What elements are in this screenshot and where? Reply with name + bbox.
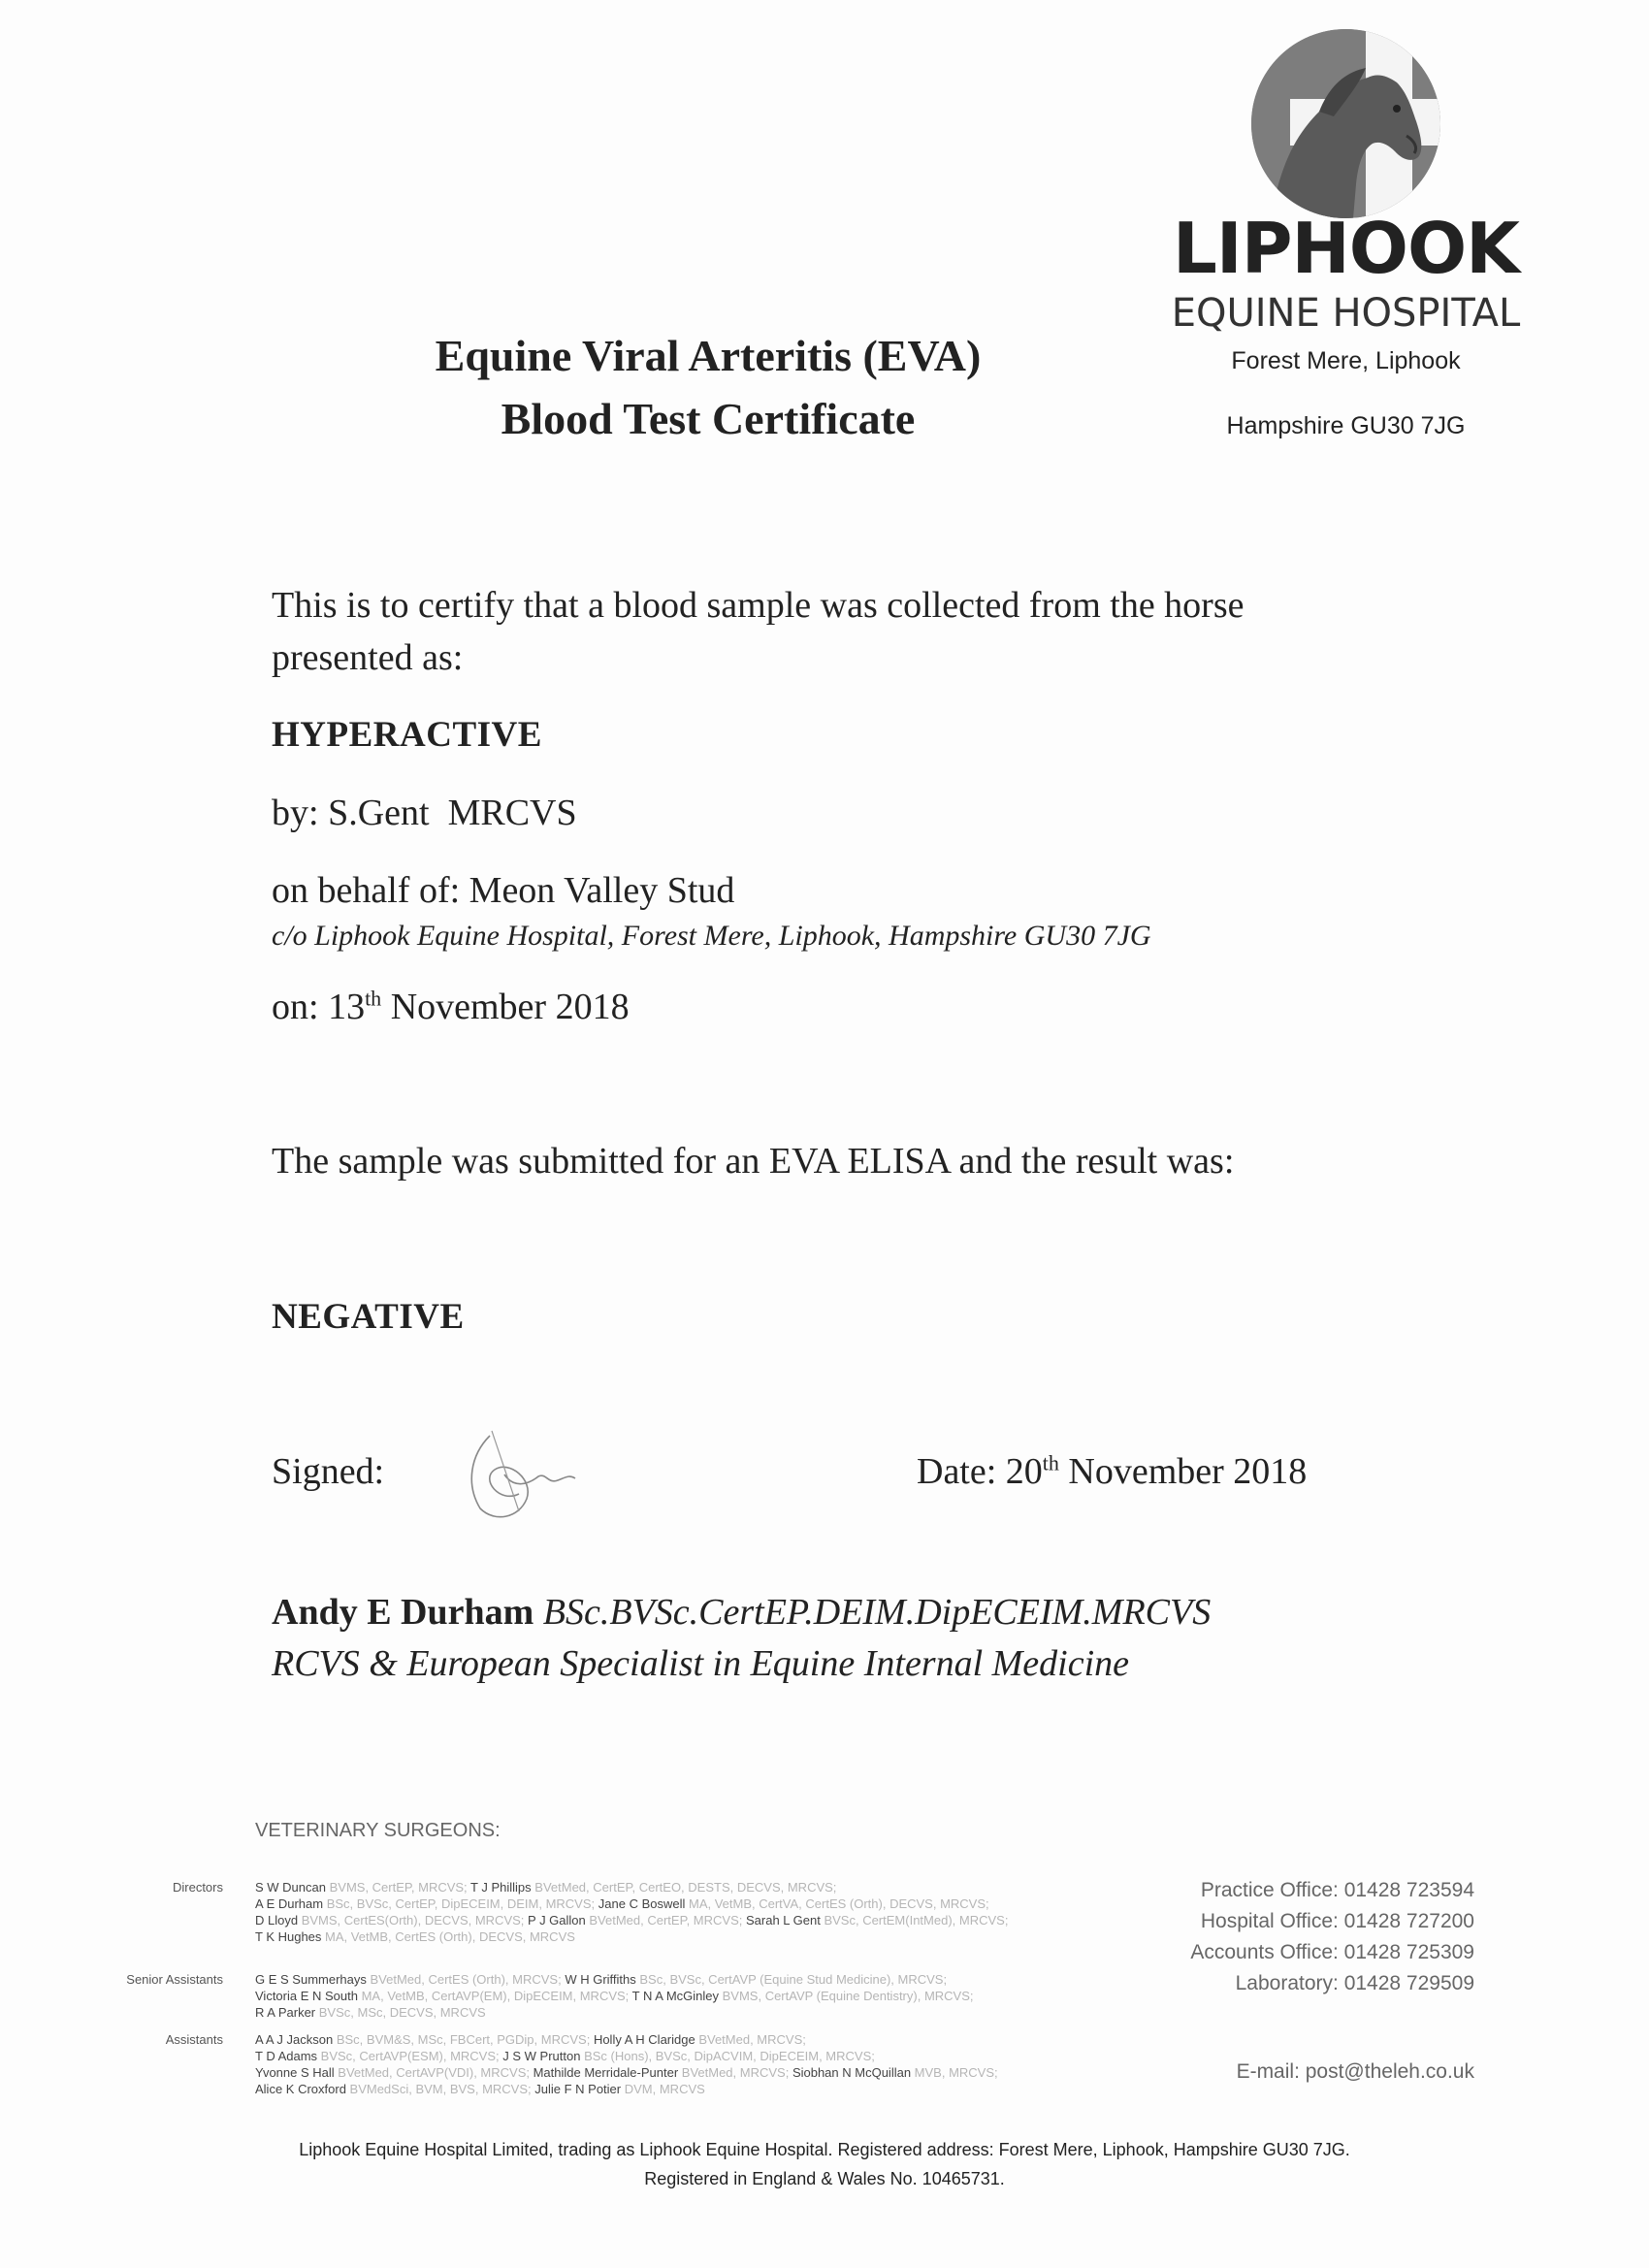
staff-row <box>255 2031 1157 2048</box>
staff-name: S W Duncan <box>255 1880 326 1895</box>
certificate-title-line-2: Blood Test Certificate <box>501 394 916 443</box>
staff-name: T J Phillips <box>470 1880 532 1895</box>
signature-date <box>917 1450 1307 1493</box>
signer-line <box>272 1591 1211 1634</box>
staff-name: Julie F N Potier <box>534 2082 622 2096</box>
on-label: on: <box>272 987 319 1027</box>
staff-qualifications: BVMedSci, BVM, BVS, MRCVS; <box>345 2082 535 2096</box>
on-suffix: th <box>365 986 382 1011</box>
staff-qualifications: BSc (Hons), BVSc, DipACVIM, DipECEIM, MRCVS; <box>580 2049 875 2063</box>
staff-row <box>255 2048 1157 2064</box>
staff-qualifications: BVetMed, MRCVS; <box>695 2032 806 2047</box>
date-rest: November 2018 <box>1068 1451 1308 1492</box>
surgeons-heading: VETERINARY SURGEONS: <box>255 1820 501 1841</box>
certificate-title-line-1: Equine Viral Arteritis (EVA) <box>435 331 982 380</box>
collection-date <box>272 986 630 1028</box>
staff-qualifications: BVMS, CertAVP (Equine Dentistry), MRCVS; <box>719 1989 974 2003</box>
address-line-1: Forest Mere, Liphook <box>1231 347 1461 374</box>
staff-name: P J Gallon <box>528 1913 586 1928</box>
email-link[interactable]: E-mail: post@theleh.co.uk <box>1236 2060 1474 2083</box>
test-result: NEGATIVE <box>272 1297 465 1337</box>
staff-row <box>255 1895 1157 1912</box>
staff-name: W H Griffiths <box>565 1972 636 1987</box>
collected-by <box>272 792 577 834</box>
staff-name: A A J Jackson <box>255 2032 334 2047</box>
assistants-list <box>255 2031 1157 2097</box>
signed-label: Signed: <box>272 1451 385 1492</box>
senior-assistants-list <box>255 1971 1157 2021</box>
signer-qualifications: BSc.BVSc.CertEP.DEIM.DipECEIM.MRCVS <box>542 1592 1212 1633</box>
intro-line-2: presented as: <box>272 637 464 678</box>
date-day: 20 <box>1005 1451 1043 1492</box>
role-senior-assistants: Senior Assistants <box>126 1972 223 1987</box>
staff-name: T K Hughes <box>255 1929 322 1944</box>
staff-name: Yvonne S Hall <box>255 2065 335 2080</box>
signer-name: Andy E Durham <box>272 1592 534 1633</box>
staff-qualifications: BVSc, MSc, DECVS, MRCVS <box>315 2005 486 2020</box>
on-rest: November 2018 <box>390 987 630 1027</box>
staff-name: Mathilde Merridale-Punter <box>533 2065 679 2080</box>
accounts-office: Accounts Office: 01428 725309 <box>1190 1941 1474 1963</box>
staff-qualifications: BVetMed, CertES (Orth), MRCVS; <box>366 1972 566 1987</box>
staff-row <box>255 2004 1157 2021</box>
staff-row <box>255 1971 1157 1988</box>
behalf-label: on behalf of: <box>272 870 461 911</box>
staff-row <box>255 1988 1157 2004</box>
by-value: S.Gent MRCVS <box>328 793 577 833</box>
staff-name: Jane C Boswell <box>598 1896 686 1911</box>
role-assistants: Assistants <box>165 2032 223 2047</box>
staff-name: T N A McGinley <box>631 1989 720 2003</box>
staff-name: Holly A H Claridge <box>593 2032 695 2047</box>
on-behalf-of <box>272 869 734 912</box>
staff-qualifications: DVM, MRCVS <box>621 2082 705 2096</box>
staff-qualifications: BVSc, CertEM(IntMed), MRCVS; <box>820 1913 1009 1928</box>
staff-qualifications: MVB, MRCVS; <box>911 2065 998 2080</box>
staff-qualifications: BVetMed, CertEP, MRCVS; <box>585 1913 746 1928</box>
staff-row <box>255 1928 1157 1945</box>
date-label: Date: <box>917 1451 997 1492</box>
staff-name: R A Parker <box>255 2005 316 2020</box>
staff-name: G E S Summerhays <box>255 1972 367 1987</box>
staff-name: A E Durham <box>255 1896 324 1911</box>
staff-qualifications: BSc, BVSc, CertAVP (Equine Stud Medicine), MRCVS; <box>635 1972 948 1987</box>
staff-qualifications: MA, VetMB, CertVA, CertES (Orth), DECVS, MRCVS; <box>685 1896 989 1911</box>
staff-name: J S W Prutton <box>502 2049 581 2063</box>
result-intro: The sample was submitted for an EVA ELISA and the result was: <box>272 1141 1235 1182</box>
staff-name: Victoria E N South <box>255 1989 358 2003</box>
on-day: 13 <box>328 987 366 1027</box>
legal-line-1: Liphook Equine Hospital Limited, trading as Liphook Equine Hospital. Registered address: Forest Mere, Liphook, Hampshire GU30 7JG. <box>299 2140 1350 2159</box>
practice-office: Practice Office: 01428 723594 <box>1200 1879 1474 1901</box>
staff-qualifications: MA, VetMB, CertES (Orth), DECVS, MRCVS <box>321 1929 575 1944</box>
staff-name: Alice K Croxford <box>255 2082 346 2096</box>
staff-row <box>255 1879 1157 1895</box>
staff-qualifications: BVetMed, CertEP, CertEO, DESTS, DECVS, MRCVS; <box>531 1880 837 1895</box>
staff-name: Sarah L Gent <box>745 1913 821 1928</box>
logo-subtitle: EQUINE HOSPITAL <box>1171 291 1521 336</box>
signature-mark <box>451 1416 587 1533</box>
hospital-logo-horse-icon <box>1251 29 1440 218</box>
staff-qualifications: MA, VetMB, CertAVP(EM), DipECEIM, MRCVS; <box>357 1989 632 2003</box>
staff-name: T D Adams <box>255 2049 318 2063</box>
logo-wordmark: LIPHOOK <box>1173 208 1519 289</box>
horse-name: HYPERACTIVE <box>272 715 542 755</box>
staff-qualifications: BVMS, CertES(Orth), DECVS, MRCVS; <box>298 1913 529 1928</box>
care-of-address: c/o Liphook Equine Hospital, Forest Mere, Liphook, Hampshire GU30 7JG <box>272 920 1151 952</box>
behalf-value: Meon Valley Stud <box>469 870 735 911</box>
staff-row <box>255 1912 1157 1928</box>
staff-name: D Lloyd <box>255 1913 299 1928</box>
staff-qualifications: BVSc, CertAVP(ESM), MRCVS; <box>317 2049 503 2063</box>
signer-role: RCVS & European Specialist in Equine Internal Medicine <box>272 1643 1130 1684</box>
staff-qualifications: BVetMed, CertAVP(VDI), MRCVS; <box>334 2065 534 2080</box>
directors-list <box>255 1879 1157 1945</box>
staff-qualifications: BSc, BVSc, CertEP, DipECEIM, DEIM, MRCVS; <box>323 1896 598 1911</box>
staff-row <box>255 2081 1157 2097</box>
hospital-office: Hospital Office: 01428 727200 <box>1200 1910 1474 1932</box>
staff-qualifications: BVMS, CertEP, MRCVS; <box>325 1880 471 1895</box>
laboratory: Laboratory: 01428 729509 <box>1235 1972 1474 1994</box>
role-directors: Directors <box>172 1880 223 1895</box>
by-label: by: <box>272 793 319 833</box>
legal-line-2: Registered in England & Wales No. 10465731. <box>644 2169 1005 2188</box>
date-suffix: th <box>1042 1450 1059 1475</box>
staff-qualifications: BSc, BVM&S, MSc, FBCert, PGDip, MRCVS; <box>333 2032 594 2047</box>
staff-qualifications: BVetMed, MRCVS; <box>678 2065 792 2080</box>
intro-line-1: This is to certify that a blood sample was collected from the horse <box>272 585 1245 626</box>
staff-name: Siobhan N McQuillan <box>792 2065 912 2080</box>
address-line-2: Hampshire GU30 7JG <box>1226 412 1466 439</box>
staff-row <box>255 2064 1157 2081</box>
